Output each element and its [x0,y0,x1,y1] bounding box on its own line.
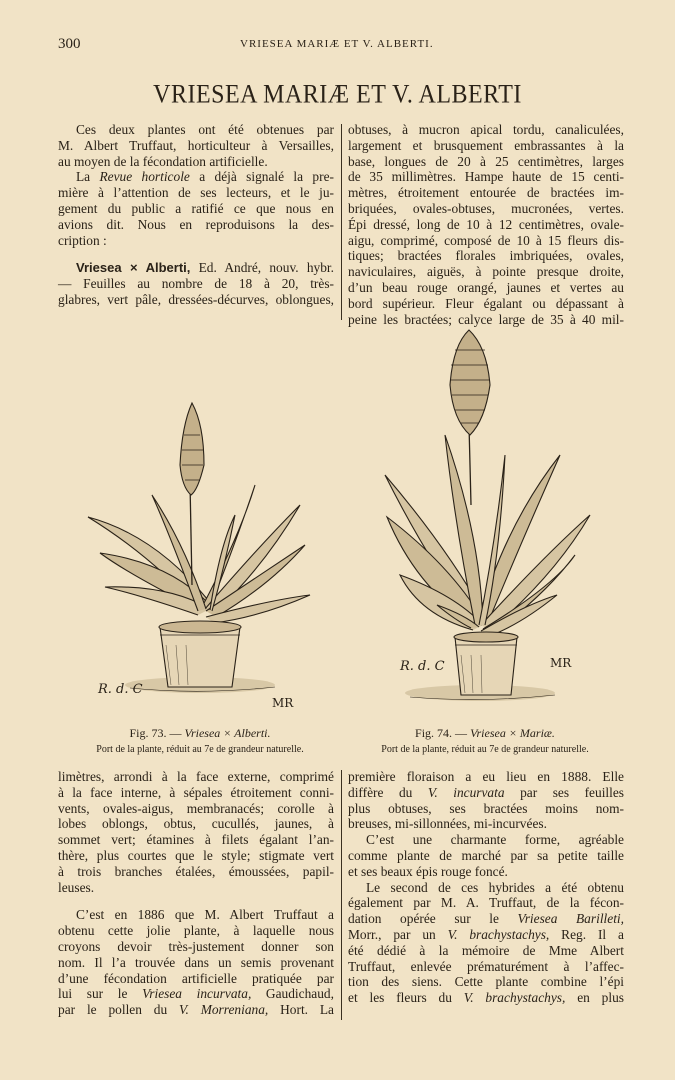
figure-74-illustration [345,325,625,725]
text-run: dation opérée sur le [348,911,518,927]
paragraph-description-end [58,769,334,895]
text-line: comme plante de marché par sa petite taille [348,847,624,863]
text-line: Truffaut, enlevée prématurément à l’affec- [348,958,624,974]
engraver-signature-right: MR [272,696,294,710]
text-line: glabres, vert pâle, dressées-décurves, oblongues, [58,291,334,307]
text-line [58,986,334,1002]
column-top-left [58,122,334,308]
text-line: de 35 millimètres. Hampe haute de 15 centi- [348,169,624,185]
paragraph-history [58,907,334,1018]
column-divider [341,124,342,320]
text-line: lobes oblongs, obtus, cucullés, jaunes, à [58,816,334,832]
text-line: et ses beaux épis rouge foncé. [348,863,508,879]
text-line: tiques; bractées florales imbriquées, ovales, [348,248,624,264]
running-title: VRIESEA MARIÆ ET V. ALBERTI. [240,38,434,50]
text-line: sommet vert; étamines à filets égalant l’an- [58,832,334,848]
caption-subtitle: Port de la plante, réduit au 7e de grandeur naturelle. [96,744,304,755]
column-top-right [348,122,624,327]
paragraph-gap [58,248,334,260]
bromeliad-engraving-74 [345,325,625,725]
text-run: par ses feuilles [504,784,625,800]
text-line: C’est en 1886 que M. Albert Truffaut a [76,907,334,923]
text-line: à la face interne, à sépales étroitement conni- [58,784,334,800]
paragraph-second-hybrid [348,880,624,1006]
paragraph-intro [58,122,334,169]
text-line: breuses, mi-sillonnées, mi-incurvées. [348,816,547,832]
text-line: croyons devoir très-justement donner son [58,938,334,954]
text-line: bord supérieur. Fleur égalant ou dépassant à [348,295,624,311]
text-line: Ces deux plantes ont été obtenues par [76,122,334,137]
text-line: aigu, comprimé, composé de 10 à 15 fleurs dis- [348,232,624,248]
species-name: V. Morreniana, [179,1002,269,1018]
text-line: première floraison a eu lieu en 1888. Elle [348,769,624,784]
species-name: Vriesea Barilleti, [517,911,624,927]
engraver-signature-left: R. d. C [98,682,143,697]
text-run: Morr., par un [348,926,448,942]
text-line: briquées, ovales-obtuses, mucronées, vertes. [348,200,624,216]
text-line [348,927,624,943]
text-line [348,785,624,801]
caption-subtitle: Port de la plante, réduit au 7e de grandeur naturelle. [381,744,589,755]
text-line: thère, plus courtes que le style; stigmate vert [58,847,334,863]
text-line [58,1002,334,1018]
species-name: Vriesea incurvata, [142,986,252,1002]
text-run: La [76,169,100,185]
text-line: nom. Il l’a trouvée dans un semis provenant [58,954,334,970]
figure-label: Fig. 73. — [129,726,185,740]
text-line: obtenu cette jolie plante, à laquelle nous [58,923,334,939]
text-line: au moyen de la fécondation artificielle. [58,153,268,169]
species-name: V. brachystachys, [447,926,550,942]
paragraph-flowering [348,769,624,832]
journal-name: Revue horticole [99,169,190,185]
text-line: mètres, étroitement entourée de bractées im- [348,185,624,201]
paragraph-gap [58,895,334,907]
text-line: largement et brusquement embrassantes à la [348,137,624,153]
engraver-signature-right: MR [550,656,572,670]
caption-figure-74 [345,726,625,755]
text-run: diffère du [348,784,428,800]
text-line: peine les bractées; calyce large de 35 à 40 mil- [348,311,624,327]
text-run: Ed. André, nouv. hybr. [190,260,334,276]
text-run: Reg. Il a [549,926,624,942]
text-line: M. Albert Truffaut, horticulteur à Versailles, [58,137,334,153]
species-name: V. incurvata [427,784,505,800]
species-name: V. brachystachys, [463,990,566,1006]
running-head [58,36,628,54]
column-bottom-right [348,769,624,1006]
text-line: à trois branches étalées, émoussées, papil- [58,863,334,879]
text-line: C’est une charmante forme, agréable [366,832,624,848]
text-line: d’une fécondation artificielle pratiquée par [58,970,334,986]
text-run: en plus [565,990,624,1006]
text-run: et les fleurs du [348,990,464,1006]
caption-title [60,726,340,741]
text-line: limètres, arrondi à la face externe, comprimé [58,769,334,784]
paragraph-revue [58,169,334,248]
text-line: mière à l’attention de ses lecteurs, et le ju- [58,185,334,201]
text-line [58,169,334,185]
text-line: gement du public a ratifié ce que nous en [58,200,334,216]
text-line: également par M. A. Truffaut, de la fécon- [348,895,624,911]
text-line: plus obtuses, ses bractées moins nom- [348,800,624,816]
paragraph-description-cont [348,122,624,327]
column-bottom-left [58,769,334,1018]
text-run: Hort. La [268,1002,335,1018]
text-line: naviculaires, aiguës, à pointe presque droite, [348,264,624,280]
text-line: Le second de ces hybrides a été obtenu [366,879,624,895]
caption-figure-73 [60,726,340,755]
bromeliad-engraving-73 [60,395,340,725]
text-run: lui sur le [58,986,143,1002]
text-line: avions dit. Nous en reproduisons la des- [58,216,334,232]
paragraph-description [58,260,334,307]
text-line: cription : [58,232,107,248]
paragraph-market [348,832,624,879]
text-line: été dédié à la mémoire de Mme Albert [348,942,624,958]
column-divider [341,770,342,1020]
text-line [58,260,334,276]
text-line [348,990,624,1006]
text-run: Gaudichaud, [251,986,334,1002]
page-number: 300 [58,36,81,52]
figure-species: Vriesea × Alberti. [184,726,271,740]
engraver-signature-left: R. d. C [400,659,445,674]
text-line: — Feuilles au nombre de 18 à 20, très- [58,276,334,292]
article-title: VRIESEA MARIÆ ET V. ALBERTI [153,80,522,110]
text-line: Épi dressé, long de 10 à 12 centimètres, ovale- [348,216,624,232]
text-line: obtuses, à mucron apical tordu, canaliculées, [348,122,624,137]
figure-label: Fig. 74. — [415,726,471,740]
text-run: par le pollen du [58,1002,180,1018]
figure-species: Vriesea × Mariæ. [470,726,555,740]
text-run: a déjà signalé la pre- [189,169,334,185]
text-line: leuses. [58,879,95,895]
text-line: d’un beau rouge orangé, jaunes et vertes au [348,279,624,295]
text-line: vents, ovales-aigus, membranacés; corolle à [58,800,334,816]
text-line [348,911,624,927]
text-line: tion des siens. Cette plante combine l’épi [348,974,624,990]
caption-title [345,726,625,741]
text-line: base, longues de 20 à 25 centimètres, larges [348,153,624,169]
species-name: Vriesea × Alberti, [76,260,191,276]
figure-73-illustration [60,395,340,725]
